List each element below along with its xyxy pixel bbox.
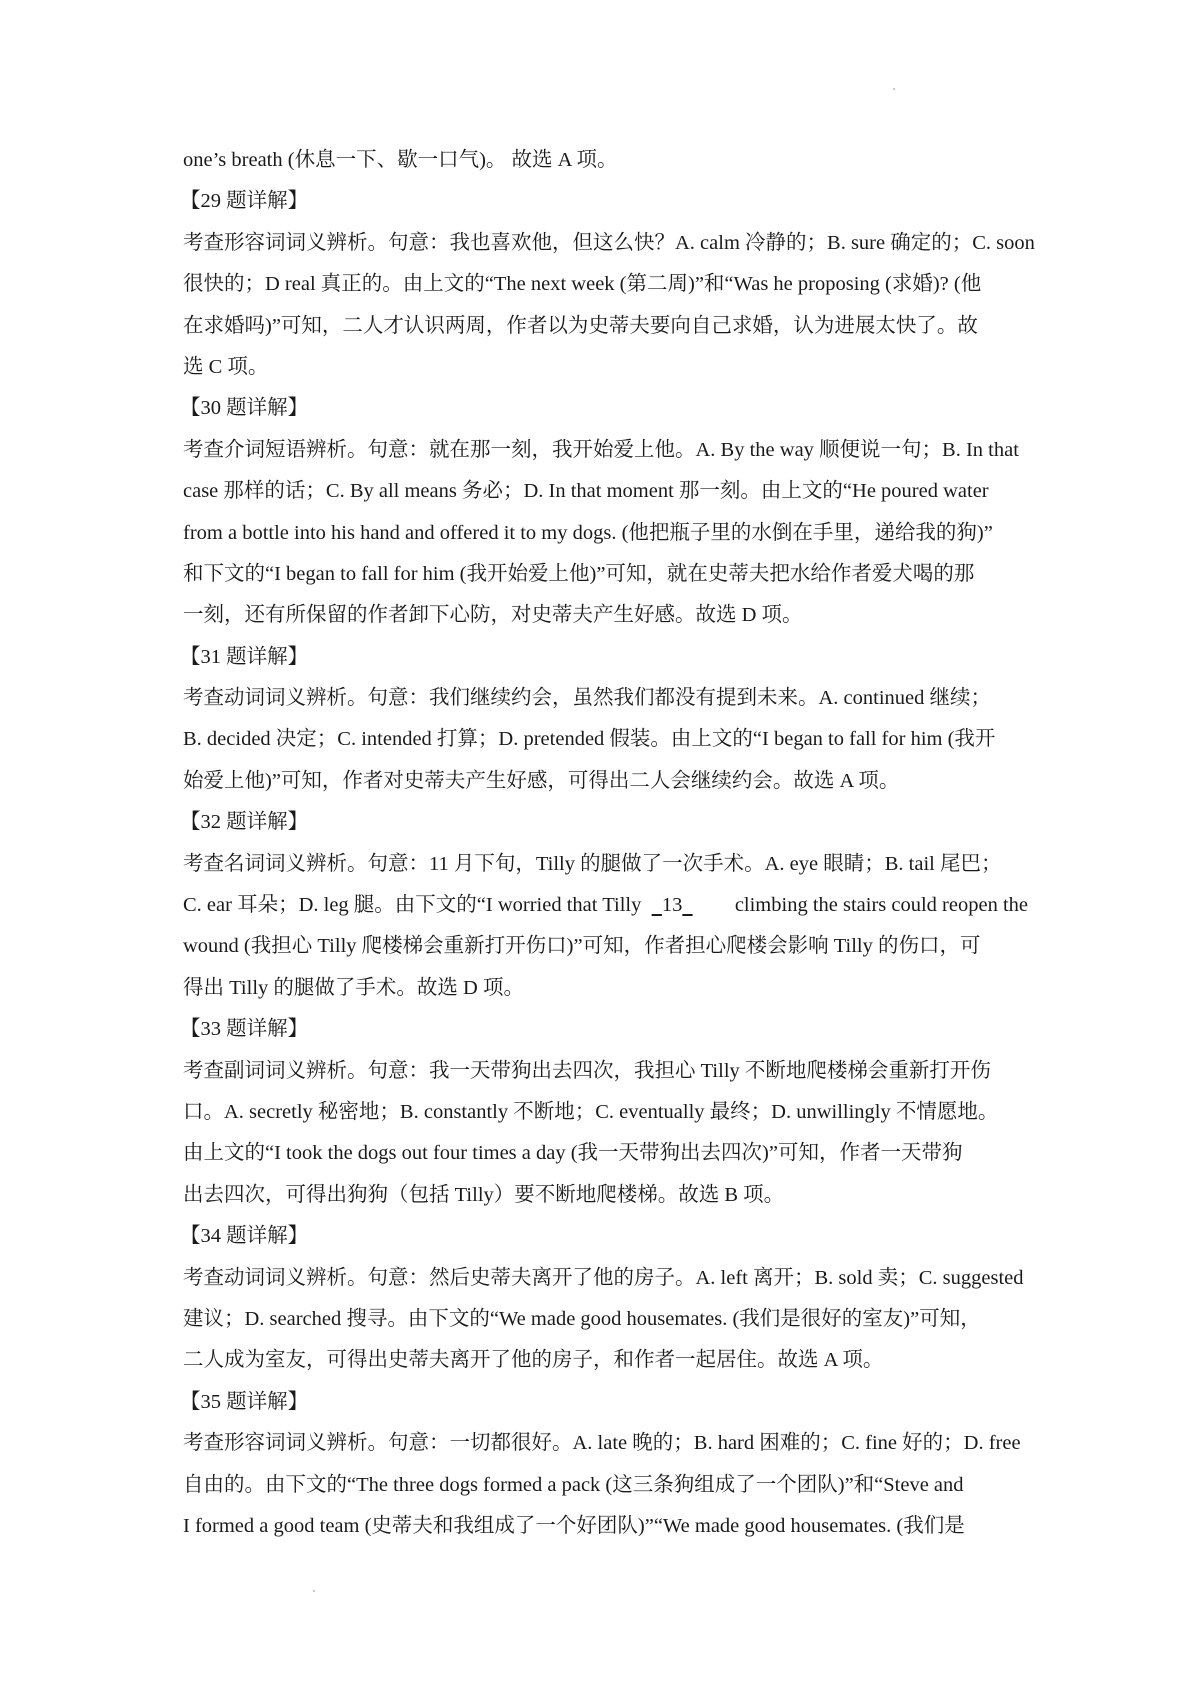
text-line: 考查形容词词义辨析。句意：我也喜欢他，但这么快？A. calm 冷静的；B. sure 确定的；C. soon xyxy=(183,231,1035,254)
text-line: I formed a good team (史蒂夫和我组成了一个好团队)”“We made good housemates. (我们是 xyxy=(183,1514,965,1537)
text-line: 很快的；D real 真正的。由上文的“The next week (第二周)”和“Was he proposing (求婚)? (他 xyxy=(183,273,982,296)
text-line: from a bottle into his hand and offered it to my dogs. (他把瓶子里的水倒在手里，递给我的狗)” xyxy=(183,521,993,544)
text-line: 和下文的“I began to fall for him (我开始爱上他)”可知，就在史蒂夫把水给作者爱犬喝的那 xyxy=(183,562,975,585)
text-line: 考查名词词义辨析。句意：11 月下旬，Tilly 的腿做了一次手术。A. eye 眼睛；B. tail 尾巴； xyxy=(183,852,1002,875)
document-page xyxy=(180,140,1035,1547)
text-line: 考查动词词义辨析。句意：然后史蒂夫离开了他的房子。A. left 离开；B. sold 卖；C. suggested xyxy=(183,1266,1024,1289)
question-30-heading: 【30 题详解】 xyxy=(180,397,309,420)
text-line: 考查形容词词义辨析。句意：一切都很好。A. late 晚的；B. hard 困难的；C. fine 好的；D. free xyxy=(183,1432,1021,1455)
text-line: 一刻，还有所保留的作者卸下心防，对史蒂夫产生好感。故选 D 项。 xyxy=(183,604,803,627)
text-line: 始爱上他)”可知，作者对史蒂夫产生好感，可得出二人会继续约会。故选 A 项。 xyxy=(183,769,900,792)
text-fragment: C. ear 耳朵；D. leg 腿。由下文的“I worried that Tilly 13 xyxy=(183,885,693,926)
question-32-heading: 【32 题详解】 xyxy=(180,811,309,834)
question-29-heading: 【29 题详解】 xyxy=(180,190,309,213)
text-line: one’s breath (休息一下、歇一口气)。 故选 A 项。 xyxy=(183,149,618,171)
text-line: 考查副词词义辨析。句意：我一天带狗出去四次，我担心 Tilly 不断地爬楼梯会重新打开伤 xyxy=(183,1059,991,1082)
question-31-heading: 【31 题详解】 xyxy=(180,645,309,668)
text-line: 自由的。由下文的“The three dogs formed a pack (这三条狗组成了一个团队)”和“Steve and xyxy=(183,1473,964,1496)
text-line: 由上文的“I took the dogs out four times a day (我一天带狗出去四次)”可知，作者一天带狗 xyxy=(183,1142,963,1165)
text-line: 考查介词短语辨析。句意：就在那一刻，我开始爱上他。A. By the way 顺便说一句；B. In that xyxy=(183,438,1019,461)
text-line: 建议；D. searched 搜寻。由下文的“We made good housemates. (我们是很好的室友)”可知， xyxy=(183,1307,981,1330)
question-33-heading: 【33 题详解】 xyxy=(180,1018,309,1041)
text-line-with-blank xyxy=(183,885,1028,926)
text-line: 选 C 项。 xyxy=(183,355,269,378)
text-line: case 那样的话；C. By all means 务必；D. In that moment 那一刻。由上文的“He poured water xyxy=(183,480,989,503)
answer-blank: 13 xyxy=(661,894,683,917)
text-line: 得出 Tilly 的腿做了手术。故选 D 项。 xyxy=(183,976,524,999)
scan-speck xyxy=(313,1590,315,1592)
question-34-heading: 【34 题详解】 xyxy=(180,1225,309,1248)
text-line: 口。A. secretly 秘密地；B. constantly 不断地；C. eventually 最终；D. unwillingly 不情愿地。 xyxy=(183,1100,999,1123)
text-fragment: climbing the stairs could reopen the xyxy=(734,894,1028,917)
question-35-heading: 【35 题详解】 xyxy=(180,1390,309,1413)
text-line: wound (我担心 Tilly 爬楼梯会重新打开伤口)”可知，作者担心爬楼会影响 Tilly 的伤口，可 xyxy=(183,935,981,958)
text-line: 二人成为室友，可得出史蒂夫离开了他的房子，和作者一起居住。故选 A 项。 xyxy=(183,1349,884,1372)
scan-speck xyxy=(893,88,895,90)
text-line: 考查动词词义辨析。句意：我们继续约会，虽然我们都没有提到未来。A. continued 继续； xyxy=(183,687,992,710)
text-line: 出去四次，可得出狗狗（包括 Tilly）要不断地爬楼梯。故选 B 项。 xyxy=(183,1183,785,1206)
text-line: B. decided 决定；C. intended 打算；D. pretended 假装。由上文的“I began to fall for him (我开 xyxy=(183,728,996,751)
text-line: 在求婚吗)”可知，二人才认识两周，作者以为史蒂夫要向自己求婚，认为进展太快了。故 xyxy=(183,314,978,337)
